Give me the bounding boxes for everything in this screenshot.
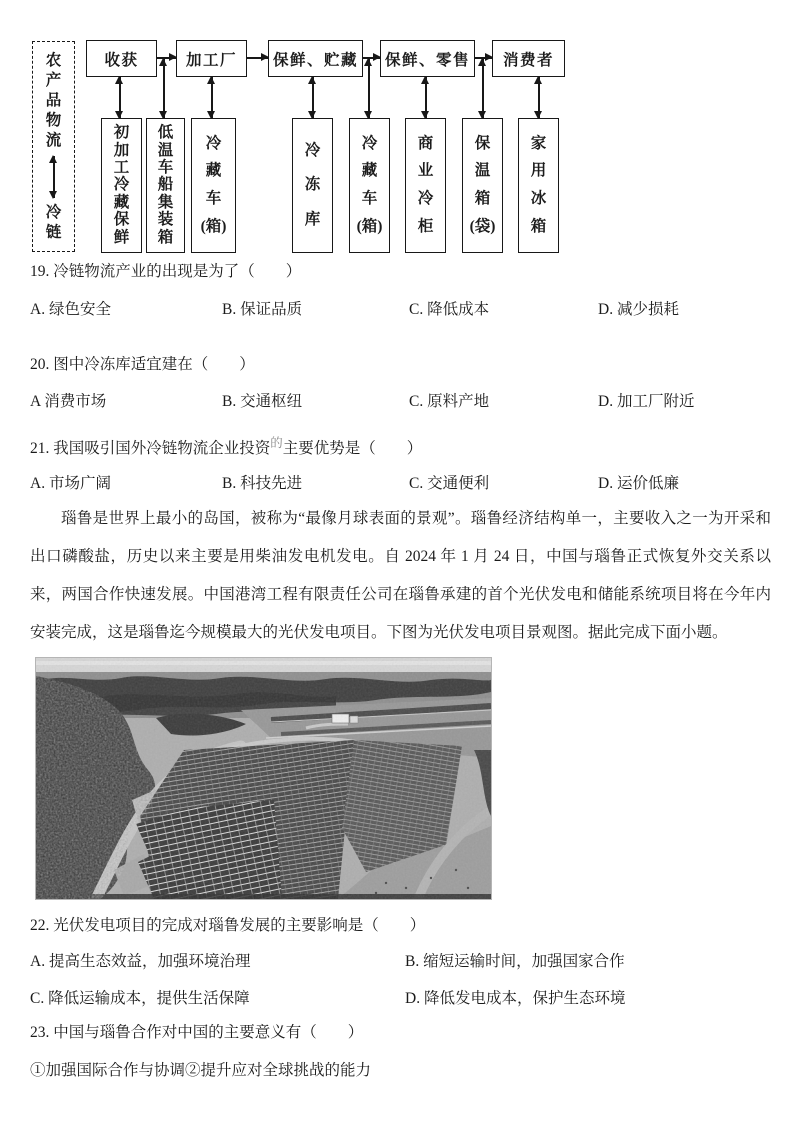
option-21-b-text: 科技先进 bbox=[240, 475, 303, 492]
option-22-d-label: D. bbox=[405, 990, 421, 1007]
box-consumer-label: 消费者 bbox=[502, 51, 554, 69]
option-21-a-text: 市场广阔 bbox=[48, 475, 111, 492]
question-20-options bbox=[30, 392, 771, 412]
question-19-text: 冷链物流产业的出现是为了（ ） bbox=[53, 263, 302, 280]
cold-chain-flow-diagram bbox=[32, 40, 577, 256]
arrow-retail-cabinet-icon bbox=[425, 77, 427, 118]
option-21-b-label: B. bbox=[222, 475, 237, 492]
side-label-top-text: 农 产 品 物 流 bbox=[45, 51, 62, 149]
option-20-c-text: 原料产地 bbox=[427, 393, 490, 410]
option-19-c bbox=[409, 300, 598, 320]
box-fresh-storage bbox=[268, 40, 363, 77]
box-commercial-freezer: 商 业 冷 柜 bbox=[405, 118, 446, 253]
solar-farm-photo-graphic bbox=[36, 658, 491, 899]
box-fresh-storage-label: 保鲜、贮藏 bbox=[272, 51, 358, 69]
option-19-b-text: 保证品质 bbox=[240, 301, 303, 318]
question-21-text-before: 我国吸引国外冷链物流企业投资 bbox=[53, 440, 271, 457]
option-22-a-text: 提高生态效益，加强环境治理 bbox=[48, 953, 251, 970]
box-low-temp-container: 低 温 车 船 集 装 箱 bbox=[146, 118, 185, 253]
option-22-c-label: C. bbox=[30, 990, 45, 1007]
question-20-number: 20. bbox=[30, 356, 50, 373]
option-22-c bbox=[30, 989, 405, 1009]
question-20-text: 图中冷冻库适宜建在（ ） bbox=[53, 356, 255, 373]
option-19-b bbox=[222, 300, 409, 320]
arrow-harvest-chilling-icon bbox=[119, 77, 121, 118]
question-23 bbox=[30, 1023, 771, 1043]
question-21-superscript: 的 bbox=[270, 436, 283, 450]
option-21-a-label: A. bbox=[30, 475, 46, 492]
option-22-b bbox=[405, 952, 771, 972]
option-21-c-label: C. bbox=[409, 475, 424, 492]
option-20-a-text: 消费市场 bbox=[44, 393, 107, 410]
box-harvest-label: 收获 bbox=[104, 51, 139, 69]
box-processing-plant bbox=[176, 40, 247, 77]
arrow-consumer-fridge-icon bbox=[538, 77, 540, 118]
option-20-b bbox=[222, 392, 409, 412]
question-19 bbox=[30, 262, 771, 282]
question-23-suboptions: ①加强国际合作与协调②提升应对全球挑战的能力 bbox=[30, 1062, 372, 1079]
option-22-c-text: 降低运输成本，提供生活保障 bbox=[48, 990, 250, 1007]
option-19-b-label: B. bbox=[222, 301, 237, 318]
nauru-passage: 瑙鲁是世界上最小的岛国，被称为“最像月球表面的景观”。瑙鲁经济结构单一，主要收入之一为开采和出口磷酸盐，历史以来主要是用柴油发电机发电。自 2024 年 1 月 24 日，中国与瑙鲁正式恢复外交关系以来，两国合作快速发展。中国港湾工程有限责任公司在瑙鲁承建的首个光伏发电和储能系统项目将在今年内安装完成，这是瑙鲁迄今规模最大的光伏发电项目。下图为光伏发电项目景观图。据此完成下面小题。 bbox=[30, 510, 771, 641]
side-label-agricultural-cold-chain bbox=[32, 41, 75, 252]
option-22-d bbox=[405, 989, 771, 1009]
option-22-d-text: 降低发电成本，保护生态环境 bbox=[423, 990, 626, 1007]
option-21-d bbox=[598, 474, 771, 494]
option-19-a bbox=[30, 300, 222, 320]
option-20-c bbox=[409, 392, 598, 412]
option-21-c bbox=[409, 474, 598, 494]
arrow-reefer2-icon bbox=[368, 59, 370, 118]
option-21-d-text: 运价低廉 bbox=[616, 475, 679, 492]
option-20-b-label: B. bbox=[222, 393, 237, 410]
question-22 bbox=[30, 916, 771, 936]
photo-grain-overlay bbox=[36, 658, 491, 899]
box-fresh-retail bbox=[380, 40, 475, 77]
box-home-fridge: 家 用 冰 箱 bbox=[518, 118, 559, 253]
arrow-plant-reefer-icon bbox=[211, 77, 213, 118]
arrow-coolerbox-icon bbox=[482, 59, 484, 118]
option-19-d-label: D. bbox=[598, 301, 614, 318]
question-19-options bbox=[30, 300, 771, 320]
option-22-b-text: 缩短运输时间，加强国家合作 bbox=[423, 953, 625, 970]
up-down-arrow-icon bbox=[53, 156, 55, 198]
arrow-plant-to-storage-icon bbox=[247, 57, 268, 59]
question-21 bbox=[30, 433, 771, 459]
box-refrigerated-truck-1: 冷 藏 车 (箱) bbox=[191, 118, 236, 253]
option-20-d-text: 加工厂附近 bbox=[616, 393, 695, 410]
option-20-a bbox=[30, 392, 222, 412]
box-harvest bbox=[86, 40, 157, 77]
question-23-number: 23. bbox=[30, 1024, 50, 1041]
option-19-a-text: 绿色安全 bbox=[48, 301, 111, 318]
box-freezer-warehouse: 冷 冻 库 bbox=[292, 118, 333, 253]
option-20-c-label: C. bbox=[409, 393, 424, 410]
solar-farm-photo bbox=[35, 657, 492, 900]
option-19-d-text: 减少损耗 bbox=[616, 301, 679, 318]
question-23-text: 中国与瑙鲁合作对中国的主要意义有（ ） bbox=[53, 1024, 364, 1041]
arrow-storage-freezer-icon bbox=[312, 77, 314, 118]
box-insulated-box: 保 温 箱 (袋) bbox=[462, 118, 503, 253]
question-21-number: 21. bbox=[30, 440, 50, 457]
question-21-text-after: 主要优势是（ ） bbox=[282, 440, 423, 457]
box-processing-plant-label: 加工厂 bbox=[185, 51, 237, 69]
option-22-b-label: B. bbox=[405, 953, 420, 970]
option-19-c-text: 降低成本 bbox=[427, 301, 490, 318]
option-21-c-text: 交通便利 bbox=[427, 475, 490, 492]
option-21-d-label: D. bbox=[598, 475, 614, 492]
option-19-a-label: A. bbox=[30, 301, 46, 318]
option-22-a bbox=[30, 952, 405, 972]
question-22-options bbox=[30, 952, 771, 1009]
option-20-d bbox=[598, 392, 771, 412]
arrow-coldtransport-icon bbox=[163, 59, 165, 118]
option-21-a bbox=[30, 474, 222, 494]
side-label-bottom-text: 冷 链 bbox=[45, 203, 62, 241]
option-22-a-label: A. bbox=[30, 953, 46, 970]
option-20-a-label: A bbox=[30, 393, 41, 410]
option-19-d bbox=[598, 300, 771, 320]
box-refrigerated-truck-2: 冷 藏 车 (箱) bbox=[349, 118, 390, 253]
question-21-options bbox=[30, 474, 771, 494]
box-consumer bbox=[492, 40, 565, 77]
question-20 bbox=[30, 355, 771, 375]
box-fresh-retail-label: 保鲜、零售 bbox=[384, 51, 470, 69]
option-20-d-label: D. bbox=[598, 393, 614, 410]
option-19-c-label: C. bbox=[409, 301, 424, 318]
box-primary-processing-cold-storage: 初 加 工 冷 藏 保 鲜 bbox=[101, 118, 142, 253]
question-19-number: 19. bbox=[30, 263, 50, 280]
question-22-number: 22. bbox=[30, 917, 50, 934]
question-22-text: 光伏发电项目的完成对瑙鲁发展的主要影响是（ ） bbox=[53, 917, 426, 934]
option-20-b-text: 交通枢纽 bbox=[240, 393, 303, 410]
option-21-b bbox=[222, 474, 409, 494]
